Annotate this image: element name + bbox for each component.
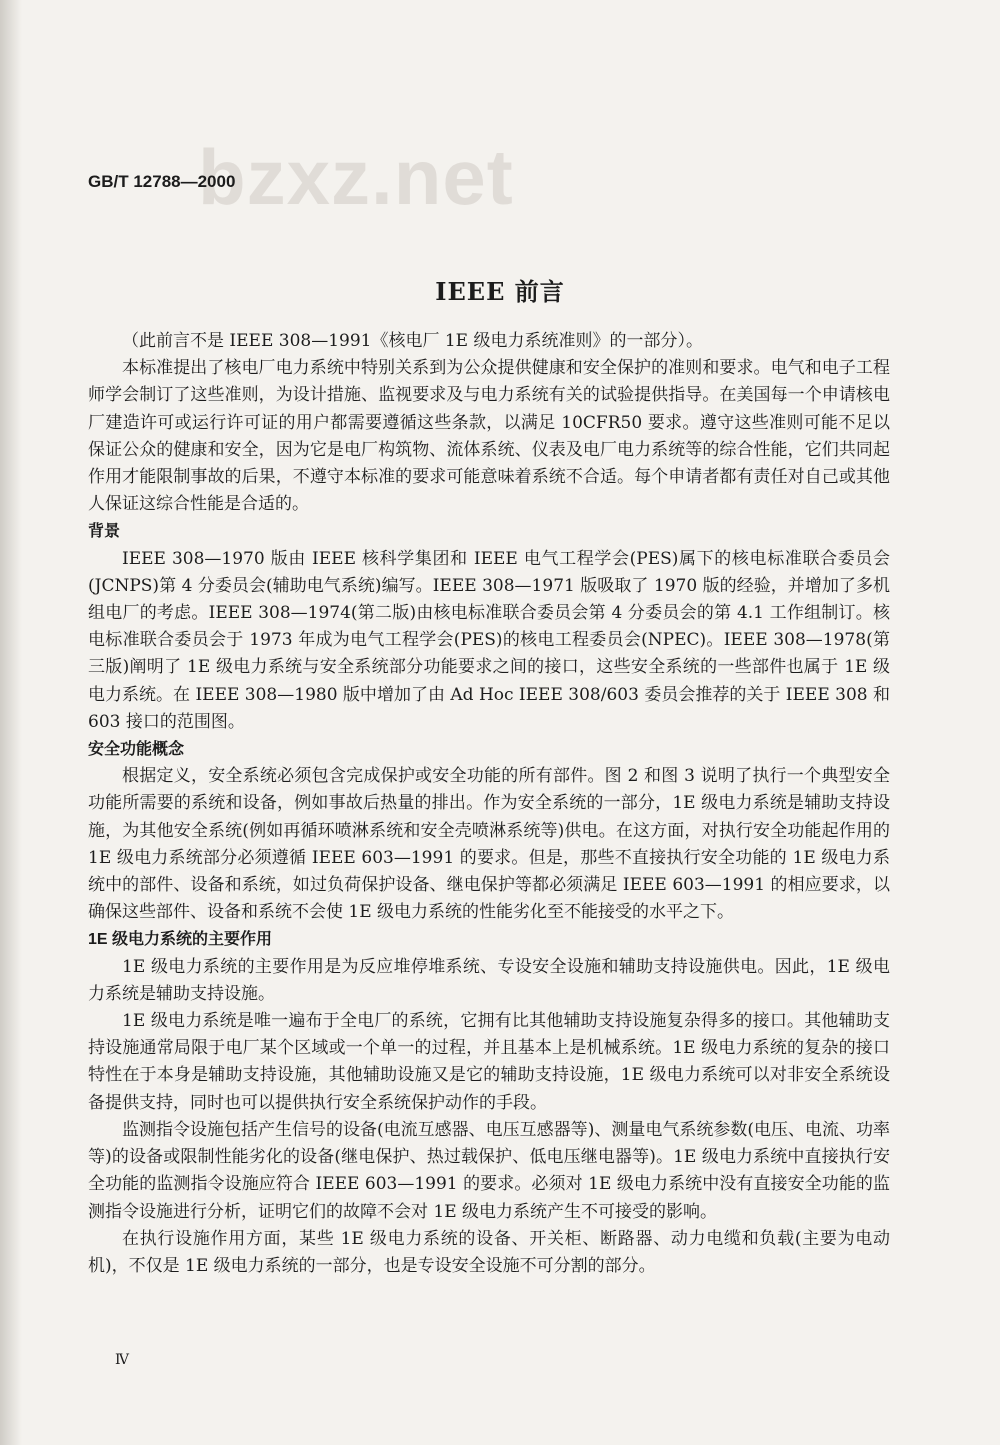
paragraph: 1E 级电力系统是唯一遍布于全电厂的系统，它拥有比其他辅助支持设施复杂得多的接口。其他辅助支持设施通常局限于电厂某个区域或一个单一的过程，并且基本上是机械系统。1E 级电力系统的复杂的接口特性在于本身是辅助支持设施，其他辅助设施又是它的辅助支持设施，1E 级电力系统可以对非安全系统设备提供支持，同时也可以提供执行安全系统保护动作的手段。 (88, 1011, 890, 1113)
standard-code: GB/T 12788—2000 (88, 172, 236, 191)
paragraph: 在执行设施作用方面，某些 1E 级电力系统的设备、开关柜、断路器、动力电缆和负载(主要为电动机)，不仅是 1E 级电力系统的一部分，也是专设安全设施不可分割的部分。 (88, 1228, 890, 1276)
page-edge-shadow (0, 0, 22, 1445)
watermark: bzxz.net (198, 133, 514, 221)
paragraph: （此前言不是 IEEE 308—1991《核电厂 1E 级电力系统准则》的一部分）。 (122, 331, 703, 351)
page-title: IEEE 前言 (435, 277, 565, 306)
section-heading-main-role: 1E 级电力系统的主要作用 (88, 931, 273, 949)
page-number: Ⅳ (115, 1352, 129, 1368)
paragraph: 根据定义，安全系统必须包含完成保护或安全功能的所有部件。图 2 和图 3 说明了执行一个典型安全功能所需要的系统和设备，例如事故后热量的排出。作为安全系统的一部分，1E 级电力系统是辅助支持设施，为其他安全系统(例如再循环喷淋系统和安全壳喷淋系统等)供电。在这方面，对执行安全功能起作用的 1E 级电力系统部分必须遵循 IEEE 603—1991 的要求。但是，那些不直接执行安全功能的 1E 级电力系统中的部件、设备和系统，如过负荷保护设备、继电保护等都必须满足 IEEE 603—1991 的相应要求，以确保这些部件、设备和系统不会使 1E 级电力系统的性能劣化至不能接受的水平之下。 (88, 766, 890, 923)
paragraph: 监测指令设施包括产生信号的设备(电流互感器、电压互感器等)、测量电气系统参数(电压、电流、功率等)的设备或限制性能劣化的设备(继电保护、热过载保护、低电压继电器等)。1E 级电力系统中直接执行安全功能的监测指令设施应符合 IEEE 603—1991 的要求。必须对 1E 级电力系统中没有直接安全功能的监测指令设施进行分析，证明它们的故障不会对 1E 级电力系统产生不可接受的影响。 (88, 1119, 890, 1222)
paragraph: 1E 级电力系统的主要作用是为反应堆停堆系统、专设安全设施和辅助支持设施供电。因此，1E 级电力系统是辅助支持设施。 (88, 956, 890, 1004)
paragraph: IEEE 308—1970 版由 IEEE 核科学集团和 IEEE 电气工程学会(PES)属下的核电标准联合委员会(JCNPS)第 4 分委员会(辅助电气系统)编写。IEEE 308—1971 版吸取了 1970 版的经验，并增加了多机组电厂的考虑。IEEE 308—1974(第二版)由核电标准联合委员会第 4 分委员会的第 4.1 工作组制订。核电标准联合委员会于 1973 年成为电气工程学会(PES)的核电工程委员会(NPEC)。IEEE 308—1978(第三版)阐明了 1E 级电力系统与安全系统部分功能要求之间的接口，这些安全系统的一些部件也属于 1E 级电力系统。在 IEEE 308—1980 版中增加了由 Ad Hoc IEEE 308/603 委员会推荐的关于 IEEE 308 和 603 接口的范围图。 (88, 548, 890, 732)
section-heading-background: 背景 (88, 523, 121, 541)
section-heading-safety-function: 安全功能概念 (88, 741, 185, 759)
paragraph: 本标准提出了核电厂电力系统中特别关系到为公众提供健康和安全保护的准则和要求。电气和电子工程师学会制订了这些准则，为设计措施、监视要求及与电力系统有关的试验提供指导。在美国每一个申请核电厂建造许可或运行许可证的用户都需要遵循这些条款，以满足 10CFR50 要求。遵守这些准则可能不足以保证公众的健康和安全，因为它是电厂构筑物、流体系统、仪表及电厂电力系统等的综合性能，它们共同起作用才能限制事故的后果，不遵守本标准的要求可能意味着系统不合适。每个申请者都有责任对自己或其他人保证这综合性能是合适的。 (88, 358, 890, 515)
body-text (88, 328, 890, 1280)
